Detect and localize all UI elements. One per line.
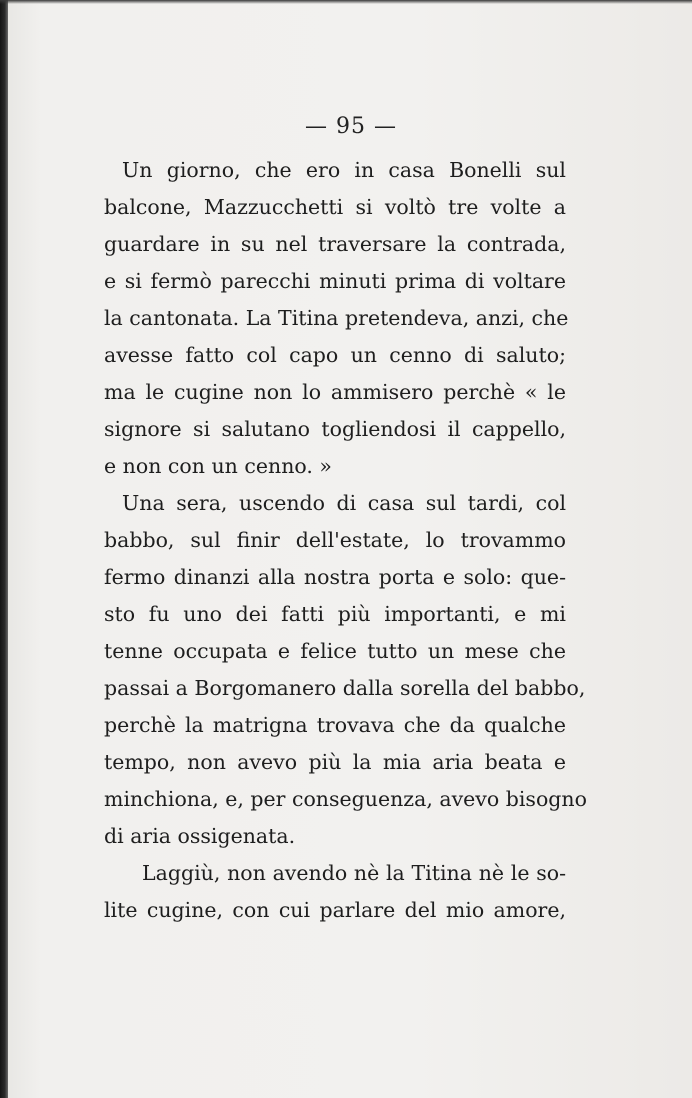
top-edge-shadow xyxy=(0,0,692,4)
text-line: Laggiù, non avendo nè la Titina nè le so- xyxy=(142,861,566,885)
binding-edge xyxy=(0,0,8,1098)
text-line: guardare in su nel traversare la contrada, xyxy=(104,232,566,256)
text-line: la cantonata. La Titina pretendeva, anzi, che xyxy=(104,306,569,330)
text-line: minchiona, e, per conseguenza, avevo bisogno xyxy=(104,787,587,811)
text-line: fermo dinanzi alla nostra porta e solo: que- xyxy=(104,565,566,589)
text-line: ma le cugine non lo ammisero perchè « le xyxy=(104,380,566,404)
text-line: perchè la matrigna trovava che da qualche xyxy=(104,713,566,737)
text-line: passai a Borgomanero dalla sorella del babbo, xyxy=(104,676,586,700)
text-line: tenne occupata e felice tutto un mese che xyxy=(104,639,566,663)
text-line: e si fermò parecchi minuti prima di voltare xyxy=(104,269,566,293)
text-line: di aria ossigenata. xyxy=(104,824,296,848)
text-line: Una sera, uscendo di casa sul tardi, col xyxy=(122,491,566,515)
page-number: — 95 — xyxy=(305,114,397,139)
body-text xyxy=(104,152,587,929)
text-line: signore si salutano togliendosi il cappello, xyxy=(104,417,566,441)
text-line: balcone, Mazzucchetti si voltò tre volte a xyxy=(104,195,566,219)
text-line: sto fu uno dei fatti più importanti, e mi xyxy=(104,602,566,626)
text-line: lite cugine, con cui parlare del mio amore, xyxy=(104,898,566,922)
text-line: avesse fatto col capo un cenno di saluto; xyxy=(104,343,566,367)
text-line: Un giorno, che ero in casa Bonelli sul xyxy=(122,158,566,182)
text-line: babbo, sul finir dell'estate, lo trovammo xyxy=(104,528,566,552)
text-line: e non con un cenno. » xyxy=(104,454,332,478)
text-line: tempo, non avevo più la mia aria beata e xyxy=(104,750,566,774)
